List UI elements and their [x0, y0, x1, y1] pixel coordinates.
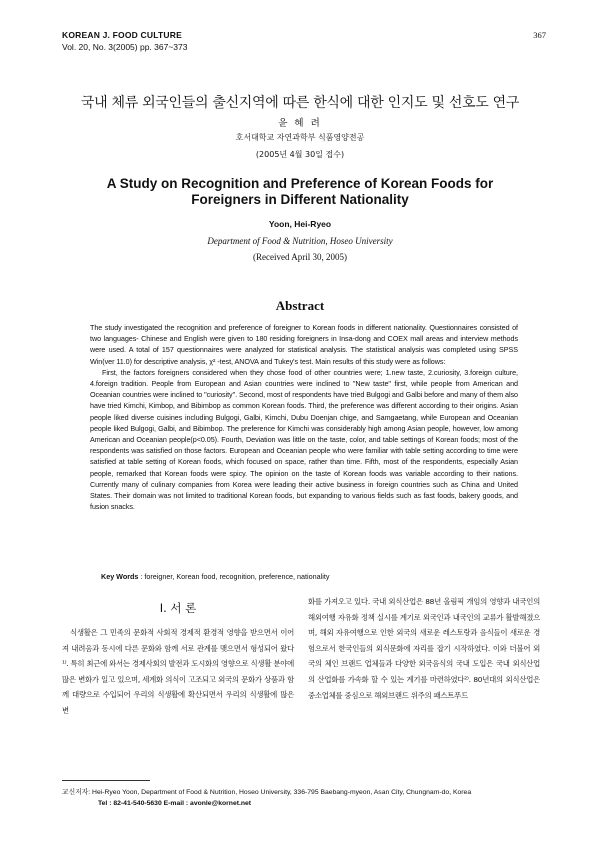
abstract-body — [90, 322, 518, 512]
keywords-label: Key Words — [101, 572, 139, 581]
page-number: 367 — [533, 30, 546, 40]
korean-author: 윤 혜 려 — [278, 118, 322, 129]
abstract-paragraph: First, the factors foreigners considered when they chose food of other countries were; 1.new taste, 2.curiosity, 3.foreign culture, 4.foreign tradition. People from European and Asian countries were inclined to "New taste" first, while people from American and Oceanian countries were inclined to "curiosity". Second, most of respondents have tried Bulgogi and Galbi before and many of them also have tried Kimchi, Kimbop, and Bibimbop as common Korean foods. Third, the preference was different according to their origins. Asian people liked diverse cuisines including Bulgogi, Galbi, Kimchi, Dubu Doenjan chige, and Samgaetang, while European and Oceanian people liked Bulgogi, Galbi, and Bibimbop. The preference for Kimchi was considerably high among Asian people, however, low among American and Oceanian people(p<0.05). Fourth, Deviation was little on the taste, color, and table settings of Korean foods; most of the respondents was satisfied on those factors. European and Oceanian people who were familiar with table setting according to time were satisfied at table setting of Korean foods, which focused on space, rather than time. Fifth, most of the respondents, especially Asian people, remarked that Korean foods were spicy. The opinion on the taste of Korean foods was variable according to their nations. Currently many of culinary companies from Korea were leading their active business in foreign countries such as China and United States. Their domain was not limited to traditional Korean foods, but expanding to various fields such as fast foods, bakery goods, and fusion snacks. — [90, 367, 518, 512]
journal-volume: Vol. 20, No. 3(2005) pp. 367~373 — [62, 42, 188, 52]
intro-heading: I. 서 론 — [159, 601, 197, 615]
journal-name: KOREAN J. FOOD CULTURE — [62, 30, 182, 40]
intro-right-column — [308, 594, 540, 703]
corresponding-author: 교신저자: Hei-Ryeo Yoon, Department of Food & Nutrition, Hoseo University, 336-795 Baebang-myeon, Asan City, Chungnam-do, Korea — [62, 789, 472, 796]
english-title: A Study on Recognition and Preference of Korean Foods for Foreigners in Different Nationality — [106, 176, 494, 207]
footnote-divider — [62, 780, 150, 781]
english-author: Yoon, Hei-Ryeo — [268, 219, 332, 229]
korean-affiliation: 호서대학교 자연과학부 식품영양전공 — [235, 133, 365, 142]
intro-paragraph: 식생활은 그 민족의 문화적 사회적 경제적 환경적 영향을 받으면서 이어져 내려옴과 동시에 다른 문화와 함께 서로 관계를 맺으면서 형성되어 왔다¹⁾. 특히 최근에 와서는 경제사회의 발전과 도시화의 영향으로 식생활 분야에 많은 변화가 일고 있으며, 세계화 의식이 고조되고 외국의 문화가 상품과 함께 대량으로 수입되어 우리의 식생활에 확산되면서 우리의 식생활에 많은 변 — [62, 628, 294, 715]
keywords-list: : foreigner, Korean food, recognition, preference, nationality — [140, 572, 330, 581]
abstract-paragraph: The study investigated the recognition and preference of foreigner to Korean foods in different nationality. Questionnaires consisted of two languages- Chinese and English were given to 180 residing foreigners in Insa-dong and COEX mall areas and interview methods were used. A total of 157 questionnaires were analyzed for statistical analysis. The statistical analysis was completed using SPSS Win(ver 11.0) for descriptive analysis, χ² -test, ANOVA and Tukey's test. Main results of this study were as follows: — [90, 323, 518, 366]
intro-left-column — [62, 625, 294, 719]
korean-title: 국내 체류 외국인들의 출신지역에 따른 한식에 대한 인지도 및 선호도 연구 — [80, 95, 520, 111]
abstract-heading: Abstract — [275, 298, 325, 313]
english-affiliation: Department of Food & Nutrition, Hoseo University — [207, 236, 393, 246]
intro-paragraph: 화를 가져오고 있다. 국내 외식산업은 88년 올림픽 개임의 영향과 내국인의 해외여행 자유화 정책 실시를 계기로 외국인과 내국인의 교류가 활발해졌으며, 해외 자유여행으로 인한 외국의 새로운 레스토랑과 음식들이 새로운 경험으로서 한국인들의 외식문화에 자리를 잡기 시작하였다. 이와 더불어 외국의 체인 브랜드 업체들과 다양한 외국음식의 국내 도입은 국내 외식산업의 산업화를 가속화 할 수 있는 계기를 마련하였다²⁾. 80년대의 외식산업은 중소업체를 중심으로 해외브랜드 위주의 패스트푸드 — [308, 597, 540, 700]
contact-details: Tel : 82-41-540-5630 E-mail : avonle@kornet.net — [98, 800, 252, 807]
korean-received-date: (2005년 4월 30일 접수) — [255, 150, 345, 159]
keywords — [101, 572, 521, 581]
english-received-date: (Received April 30, 2005) — [253, 252, 347, 262]
